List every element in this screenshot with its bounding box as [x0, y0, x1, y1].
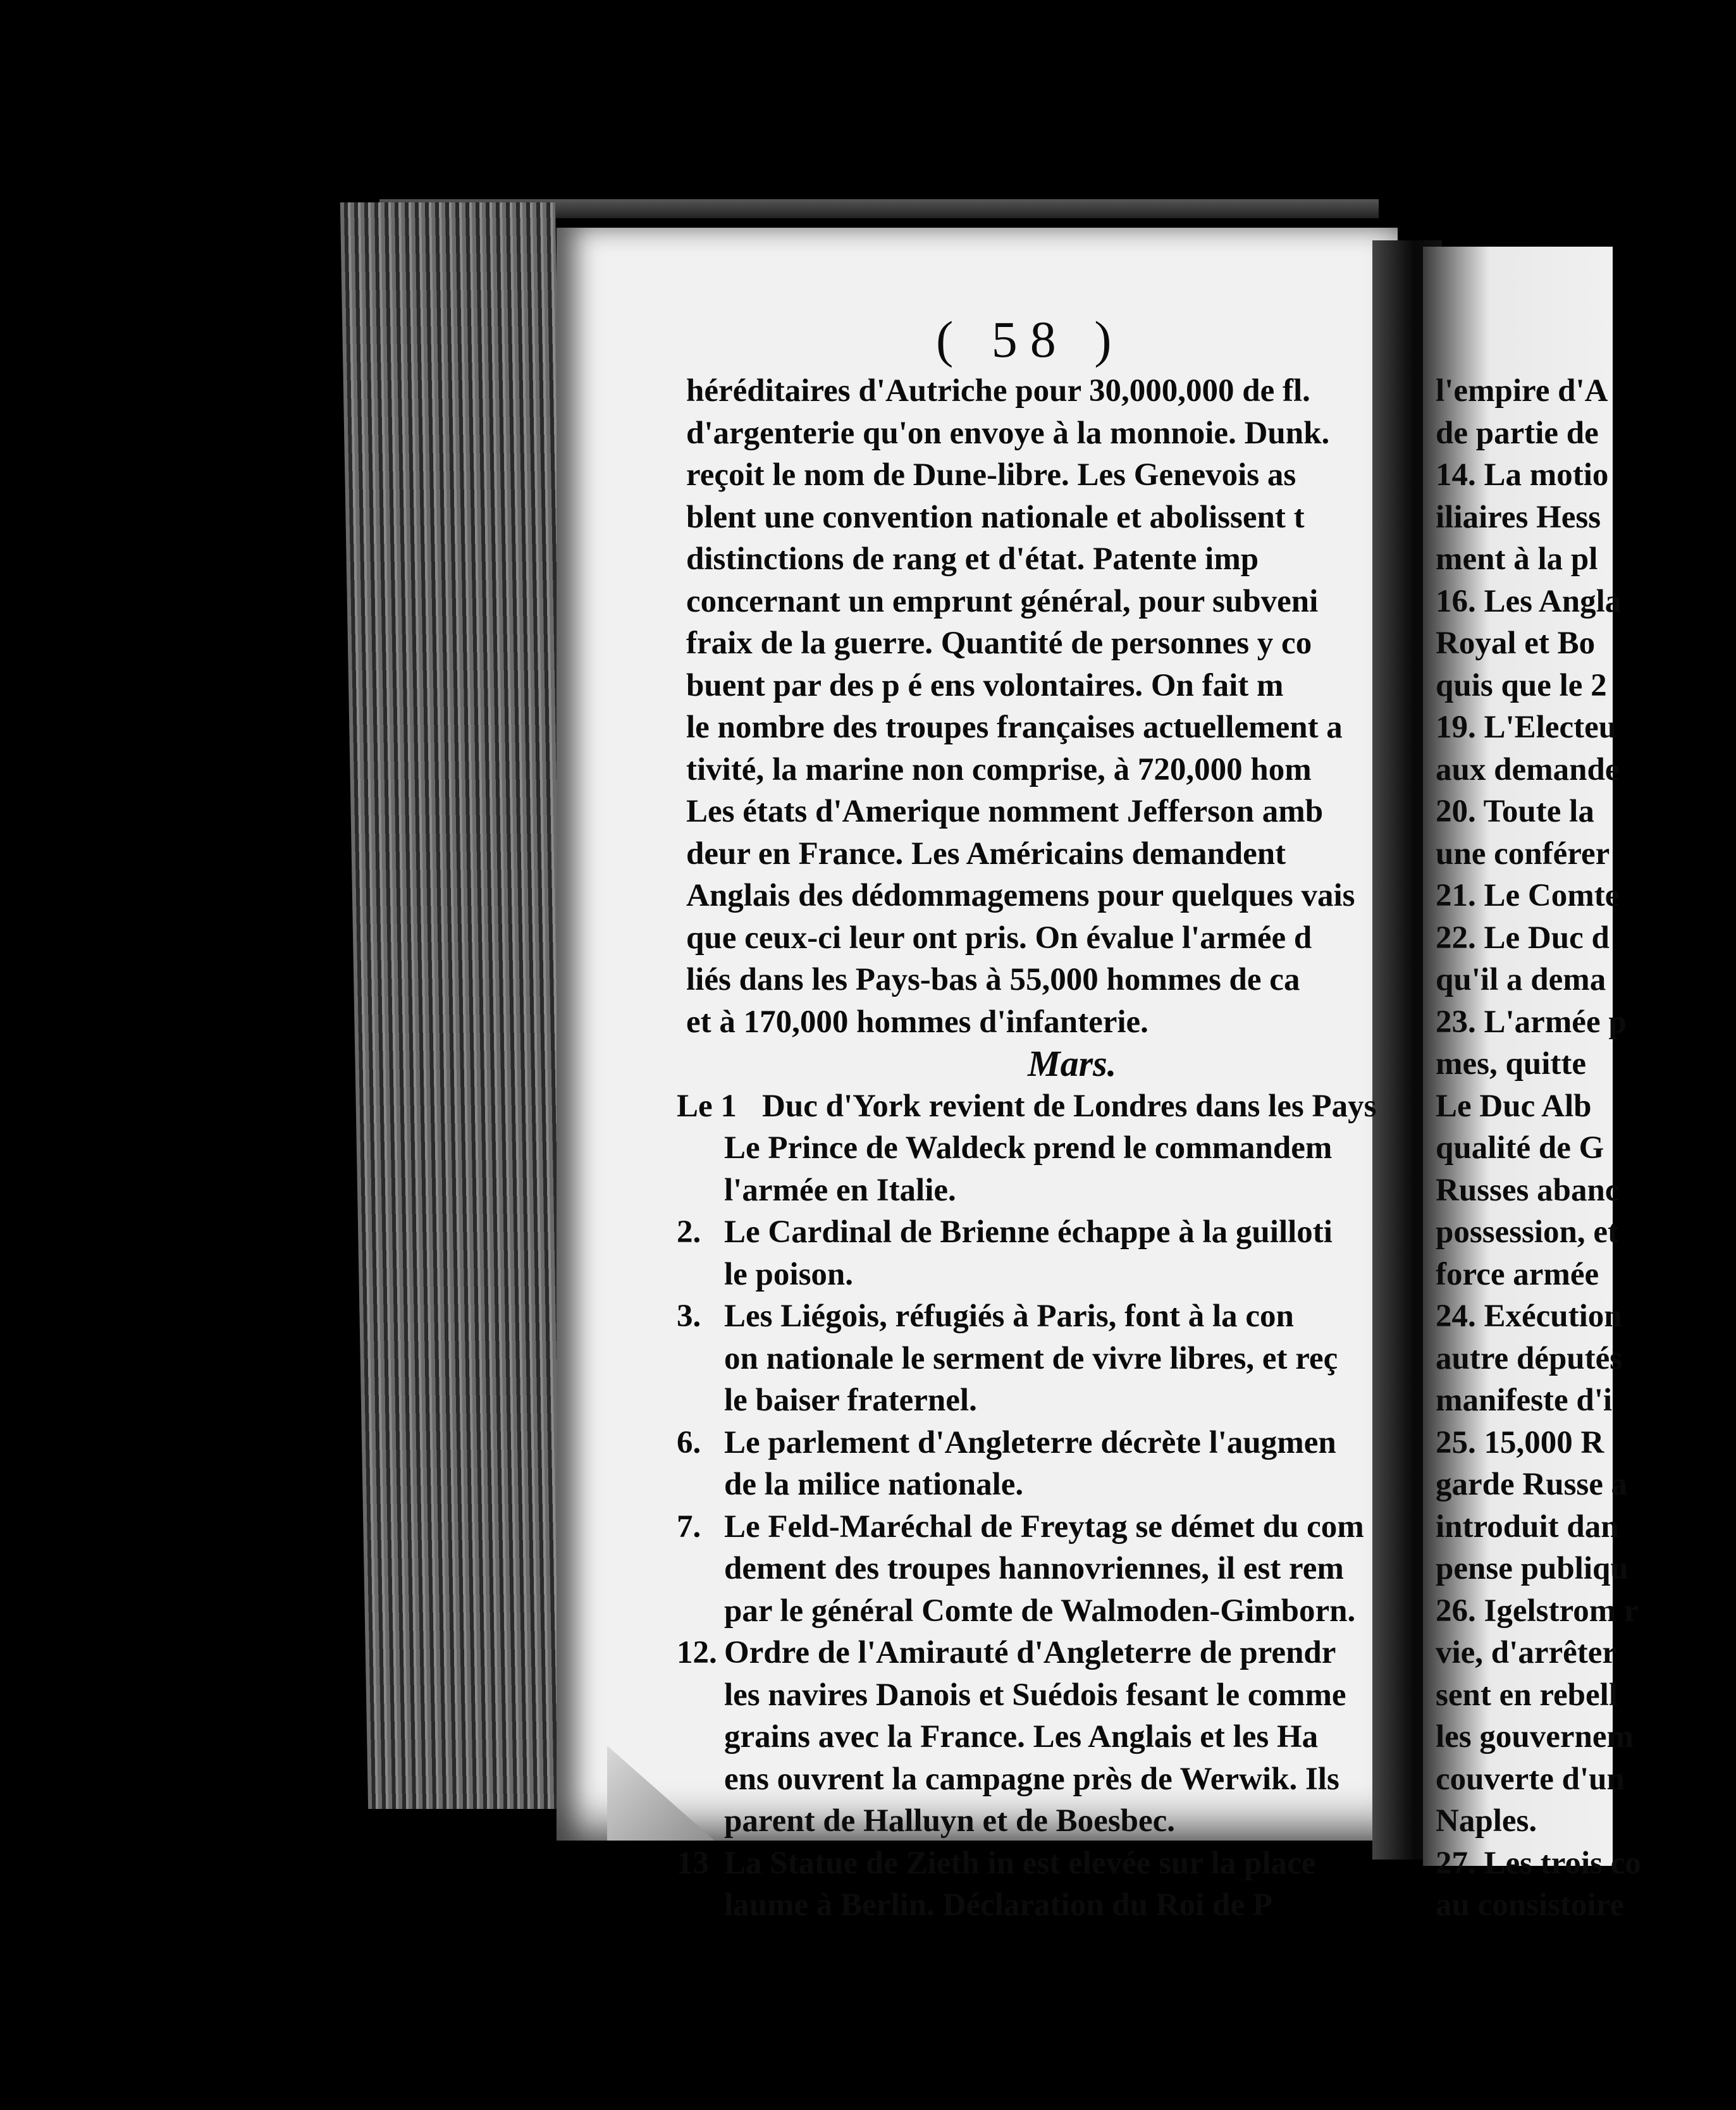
text-line: on nationale le serment de vivre libres, et reç [724, 1340, 1338, 1376]
facing-text-line: quis que le 2 [1436, 667, 1607, 703]
left-page-text [677, 370, 1394, 1927]
page-number: ( 58 ) [936, 311, 1124, 368]
entry-number: 3. [677, 1299, 701, 1334]
text-line: le baiser fraternel. [724, 1383, 977, 1418]
entry-item [677, 1085, 1394, 1212]
text-line: reçoit le nom de Dune-libre. Les Genevois as [686, 457, 1296, 493]
text-line: Les états d'Amerique nomment Jefferson amb [686, 794, 1324, 829]
facing-text-line: 23. L'armée p [1436, 1004, 1627, 1040]
facing-text-line: iliaires Hess [1436, 499, 1601, 535]
text-line: grains avec la France. Les Anglais et les Ha [724, 1719, 1319, 1755]
text-line: ens ouvrent la campagne près de Werwik. Ils [724, 1761, 1339, 1797]
text-line: La Statue de Zieth in est elevée sur la place [724, 1845, 1316, 1881]
text-line: Les Liégois, réfugiés à Paris, font à la con [724, 1299, 1294, 1334]
text-line: par le général Comte de Walmoden-Gimborn. [724, 1593, 1356, 1629]
text-line: l'armée en Italie. [724, 1172, 956, 1208]
text-line: dement des troupes hannovriennes, il est rem [724, 1551, 1344, 1586]
facing-text-line: 19. L'Electeu [1436, 710, 1617, 745]
text-line: héréditaires d'Autriche pour 30,000,000 de fl. [686, 373, 1310, 409]
facing-text-line: possession, et [1436, 1214, 1619, 1250]
facing-text-line: qu'il a dema [1436, 962, 1606, 997]
facing-text-line: vie, d'arrêter [1436, 1635, 1617, 1670]
facing-page-text [1436, 370, 1641, 1927]
facing-text-line: 21. Le Comte [1436, 878, 1620, 913]
section-heading: Mars. [1028, 1043, 1117, 1084]
text-line: Le Feld-Maréchal de Freytag se démet du com [724, 1508, 1364, 1545]
text-line: les navires Danois et Suédois fesant le comme [724, 1677, 1346, 1713]
entry-number: 7. [677, 1508, 701, 1545]
continuation-paragraph [686, 370, 1394, 1043]
facing-text-line: introduit dan [1436, 1508, 1619, 1545]
facing-text-line: Russes abanc [1436, 1172, 1620, 1208]
facing-text-line: garde Russe a [1436, 1467, 1628, 1502]
entry-item [677, 1422, 1394, 1506]
facing-text-line: force armée [1436, 1256, 1599, 1292]
text-line: liés dans les Pays-bas à 55,000 hommes de ca [686, 962, 1300, 997]
text-line: de la milice nationale. [724, 1467, 1024, 1502]
entry-number: 2. [677, 1214, 701, 1250]
text-line: buent par des p é ens volontaires. On fait m [686, 667, 1284, 703]
entry-number: 13 [677, 1845, 709, 1881]
entry-item [677, 1506, 1394, 1632]
facing-text-line: ment à la pl [1436, 541, 1598, 577]
facing-text-line: au consistoire [1436, 1887, 1624, 1923]
text-line: Ordre de l'Amirauté d'Angleterre de prendr [724, 1635, 1336, 1670]
facing-text-line: qualité de G [1436, 1130, 1604, 1166]
entry-number: Le 1 [677, 1088, 737, 1124]
facing-text-line: 26. Igelstrom r [1436, 1593, 1639, 1629]
facing-text-line: autre députés [1436, 1340, 1623, 1376]
entry-item [677, 1842, 1394, 1927]
facing-text-line: Royal et Bo [1436, 626, 1596, 661]
facing-text-line: 25. 15,000 R [1436, 1424, 1604, 1460]
entry-item [677, 1632, 1394, 1842]
facing-text-line: couverte d'un [1436, 1761, 1625, 1797]
text-line: que ceux-ci leur ont pris. On évalue l'armée d [686, 920, 1312, 956]
text-line: deur en France. Les Américains demandent [686, 836, 1286, 872]
facing-text-line: une conférer [1436, 836, 1610, 872]
text-line: parent de Halluyn et de Boesbec. [724, 1803, 1176, 1839]
text-line: le poison. [724, 1256, 854, 1292]
text-line: concernant un emprunt général, pour subveni [686, 583, 1319, 619]
text-line: Le parlement d'Angleterre décrète l'augmen [724, 1424, 1336, 1460]
facing-text-line: l'empire d'A [1436, 373, 1608, 409]
facing-text-line: les gouvernem [1436, 1719, 1634, 1755]
facing-text-line: mes, quitte [1436, 1046, 1586, 1082]
entry-number: 6. [677, 1424, 701, 1460]
facing-text-line: 16. Les Angla [1436, 583, 1622, 619]
facing-text-line: Naples. [1436, 1803, 1537, 1839]
entry-item [677, 1211, 1394, 1295]
facing-text-line: 14. La motio [1436, 457, 1609, 493]
text-line: et à 170,000 hommes d'infanterie. [686, 1004, 1148, 1040]
facing-text-line: de partie de [1436, 415, 1599, 451]
facing-text-line: pense publiqu [1436, 1551, 1628, 1586]
facing-text-line: manifeste d'i [1436, 1383, 1613, 1418]
text-line: le nombre des troupes françaises actuellement a [686, 710, 1343, 745]
book-page-edges [340, 202, 583, 1809]
facing-text-line: aux demande [1436, 751, 1620, 787]
text-line: tivité, la marine non comprise, à 720,000 hom [686, 751, 1312, 787]
facing-text-line: 22. Le Duc d [1436, 920, 1610, 956]
text-line: laume à Berlin. Déclaration du Roi de P [724, 1887, 1272, 1923]
facing-text-line: 24. Exécution [1436, 1299, 1622, 1334]
text-line: fraix de la guerre. Quantité de personnes y co [686, 626, 1312, 661]
entry-number: 12. [677, 1635, 717, 1670]
facing-text-line: sent en rebell [1436, 1677, 1618, 1713]
facing-text-line: Le Duc Alb [1436, 1088, 1592, 1124]
text-line: distinctions de rang et d'état. Patente imp [686, 541, 1259, 577]
text-line: Anglais des dédommagemens pour quelques vais [686, 878, 1355, 913]
text-line: Duc d'York revient de Londres dans les Pays [762, 1088, 1377, 1124]
text-line: Le Prince de Waldeck prend le commandem [724, 1130, 1333, 1166]
text-line: blent une convention nationale et abolissent t [686, 499, 1305, 535]
facing-text-line: 27. Les trois co [1436, 1845, 1641, 1881]
text-line: Le Cardinal de Brienne échappe à la guilloti [724, 1214, 1333, 1250]
facing-text-line: 20. Toute la [1436, 794, 1594, 829]
entry-item [677, 1295, 1394, 1422]
text-line: d'argenterie qu'on envoye à la monnoie. Dunk. [686, 415, 1330, 451]
